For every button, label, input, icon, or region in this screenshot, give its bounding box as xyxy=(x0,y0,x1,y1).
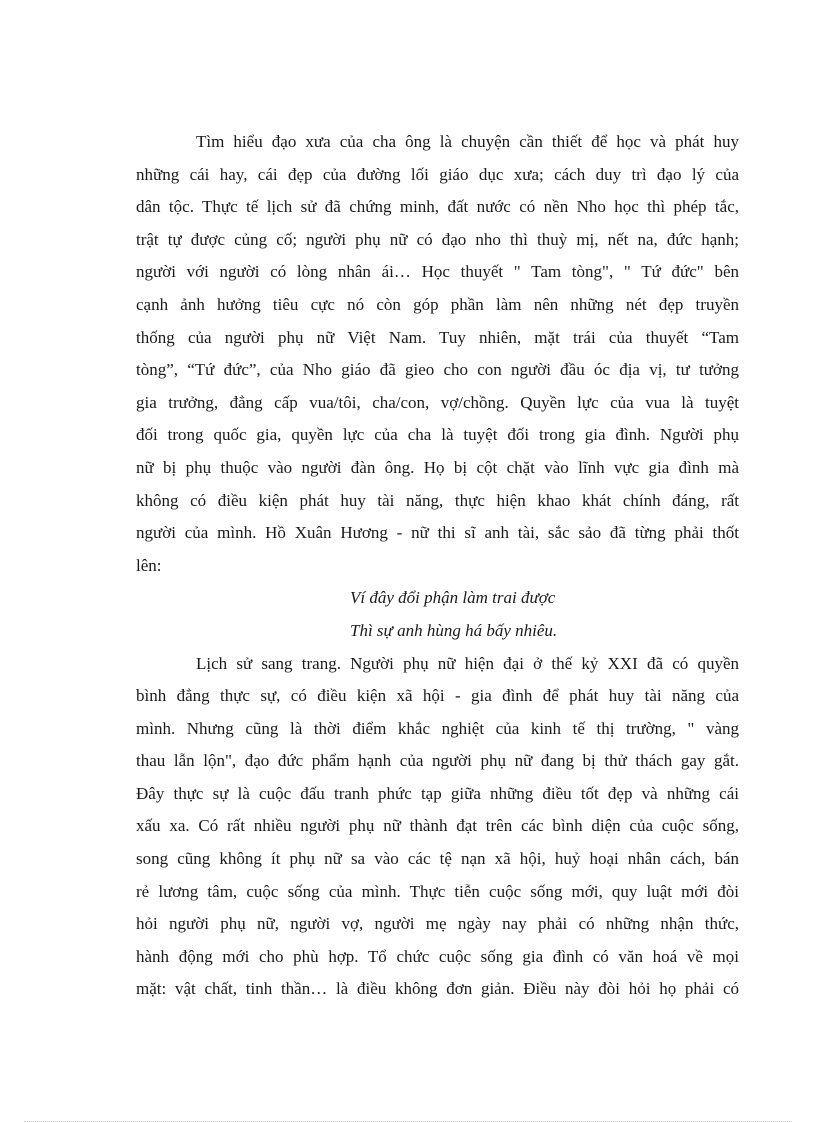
poem-quote xyxy=(136,582,739,647)
verse-line: Thì sự anh hùng há bấy nhiêu. xyxy=(350,620,558,640)
paragraph-1 xyxy=(136,126,739,582)
text-line: mình. Nhưng cũng là thời điểm khắc nghiệt của kinh tế thị trường, " vàng xyxy=(136,718,739,738)
text-line: Đây thực sự là cuộc đấu tranh phức tạp giữa những điều tốt đẹp và những cái xyxy=(136,783,739,803)
document-page xyxy=(136,126,739,1006)
text-line: thau lẫn lộn", đạo đức phẩm hạnh của người phụ nữ đang bị thử thách gay gắt. xyxy=(136,751,739,771)
text-line: trật tự được củng cố; người phụ nữ có đạo nho thì thuỳ mị, nết na, đức hạnh; xyxy=(136,229,739,249)
text-line: dân tộc. Thực tế lịch sử đã chứng minh, đất nước có nền Nho học thì phép tắc, xyxy=(136,197,739,217)
text-line: người của mình. Hồ Xuân Hương - nữ thi sĩ anh tài, sắc sảo đã từng phải thốt xyxy=(136,523,739,543)
text-line: nữ bị phụ thuộc vào người đàn ông. Họ bị cột chặt vào lĩnh vực gia đình mà xyxy=(136,457,739,477)
text-line: Lịch sử sang trang. Người phụ nữ hiện đại ở thế kỷ XXI đã có quyền xyxy=(196,653,739,673)
text-line: Tìm hiểu đạo xưa của cha ông là chuyện cần thiết để học và phát huy xyxy=(196,132,739,151)
text-line: thống của người phụ nữ Việt Nam. Tuy nhiên, mặt trái của thuyết “Tam xyxy=(136,327,739,347)
text-line: những cái hay, cái đẹp của đường lối giáo dục xưa; cách duy trì đạo lý của xyxy=(136,164,739,184)
text-line: song cũng không ít phụ nữ sa vào các tệ nạn xã hội, huỷ hoại nhân cách, bán xyxy=(136,849,739,869)
page-bottom-border xyxy=(24,1121,792,1122)
text-line: hành động mới cho phù hợp. Tổ chức cuộc sống gia đình có văn hoá về mọi xyxy=(136,946,739,966)
text-line: đối trong quốc gia, quyền lực của cha là tuyệt đối trong gia đình. Người phụ xyxy=(136,425,739,445)
text-line: gia trưởng, đẳng cấp vua/tôi, cha/con, vợ/chồng. Quyền lực của vua là tuyệt xyxy=(136,392,739,412)
text-line: cạnh ảnh hưởng tiêu cực nó còn góp phần làm nên những nét đẹp truyền xyxy=(136,294,739,314)
text-line: không có điều kiện phát huy tài năng, thực hiện khao khát chính đáng, rất xyxy=(136,490,739,510)
text-line: người với người có lòng nhân ái… Học thuyết " Tam tòng", " Tứ đức" bên xyxy=(136,262,739,282)
text-line: xấu xa. Có rất nhiều người phụ nữ thành đạt trên các bình diện của cuộc sống, xyxy=(136,816,739,836)
text-line: hỏi người phụ nữ, người vợ, người mẹ ngày nay phải có những nhận thức, xyxy=(136,914,739,934)
text-line: bình đẳng thực sự, có điều kiện xã hội - gia đình để phát huy tài năng của xyxy=(136,686,739,706)
text-line: mặt: vật chất, tinh thần… là điều không đơn giản. Điều này đòi hỏi họ phải có xyxy=(136,979,739,999)
verse-line: Ví đây đổi phận làm trai được xyxy=(350,588,556,608)
text-line: rẻ lương tâm, cuộc sống của mình. Thực tiễn cuộc sống mới, quy luật mới đòi xyxy=(136,881,739,901)
text-line: lên: xyxy=(136,555,162,575)
paragraph-2 xyxy=(136,648,739,1007)
text-line: tòng”, “Tứ đức”, của Nho giáo đã gieo cho con người đầu óc địa vị, tư tưởng xyxy=(136,360,739,380)
